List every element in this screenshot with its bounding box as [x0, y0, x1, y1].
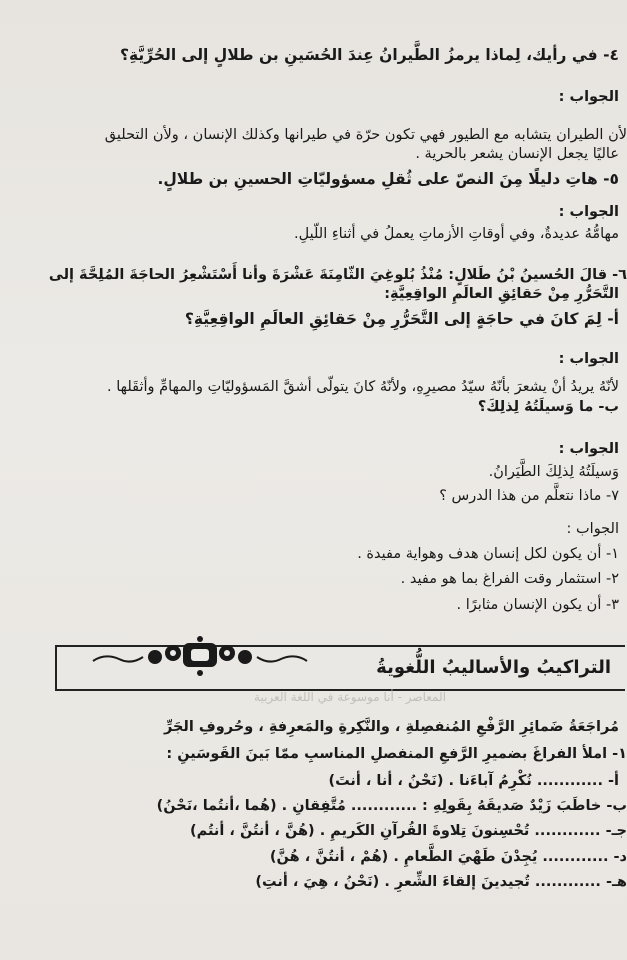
exercise-item-d: د- ............ يُجِدْنَ طَهْيَ الطَّعامِ . (هُمْ ، أنتُنَّ ، هُنَّ): [269, 849, 627, 865]
question-6-continued: التَّحَرُّرِ مِنْ حَقائِقِ العالَمِ الواقِعِيَّةِ:: [384, 286, 619, 302]
watermark-stamp: المعاصر - أنا موسوعة في اللغة العربية: [254, 690, 446, 704]
answer-label: الجواب :: [566, 521, 619, 537]
question-4: ٤- في رأيك، لِماذا يرمزُ الطَّيرانُ عِندَ الحُسَينِ بن طلالٍ إلى الحُرِّيَّةِ؟: [120, 46, 619, 64]
lesson-point-3: ٣- أن يكون الإنسان مثابرًا .: [456, 597, 619, 613]
exercise-item-b: ب- خاطَبَ زَيْدٌ صَديقَهُ بِقَولِهِ : ............ مُتَّفِقانِ . (هُما ،أنتُما ،نَحْنُ): [156, 798, 627, 814]
answer-label: الجواب :: [558, 204, 619, 220]
answer-label: الجواب :: [558, 89, 619, 105]
question-7: ٧- ماذا نتعلَّم من هذا الدرس ؟: [439, 488, 619, 504]
exercise-item-c: جـ- ............ تُحْسِنونَ تِلاوةَ القُرآنِ الكَريمِ . (هُنَّ ، أنتُنَّ ، أنتُم): [190, 823, 627, 839]
answer-text: عاليًا يجعل الإنسان يشعر بالحرية .: [415, 146, 619, 162]
section-heading-box: [55, 645, 625, 691]
lesson-point-1: ١- أن يكون لكل إنسان هدف وهواية مفيدة .: [357, 546, 619, 562]
section-title: التراكيبُ والأساليبُ اللُّغويةُ: [376, 657, 611, 678]
answer-text: مهامُّهُ عديدةٌ، وفي أوقاتِ الأزماتِ يعملُ في أثناءِ اللّيلِ.: [294, 226, 619, 242]
decorative-ornament-icon: [85, 635, 315, 679]
answer-text: لأن الطيران يتشابه مع الطيور فهي تكون حرّة في طيرانها وكذلك الإنسان ، ولأن التحليق: [104, 127, 627, 143]
question-6: ٦- قالَ الحُسينُ بْنُ طَلالٍ: مُنْذُ بُلوغِيَ الثّامِنَةَ عَشْرَةَ وأنا أَسْتَشْعِرُ الحاجَةَ المُلِحَّةَ إلى: [48, 267, 627, 283]
answer-text: لأنّهُ يريدُ أنْ يشعرَ بأنّهُ سيّدُ مصيرِهِ، ولأنّهُ كانَ يتولّى أشقَّ المَسؤوليّاتِ والمهامِّ وأثقَلها .: [107, 379, 619, 395]
exercise-1-instruction: ١- املأ الفراغَ بضميرِ الرَّفعِ المنفصلِ المناسبِ ممّا بَينَ القَوسَينِ :: [166, 746, 627, 762]
lesson-point-2: ٢- استثمار وقت الفراغ بما هو مفيد .: [400, 571, 619, 587]
answer-label: الجواب :: [558, 351, 619, 367]
question-6b: ب- ما وَسيلَتُهُ لِذلِكَ؟: [477, 399, 619, 415]
answer-text: وَسيلَتُهُ لِذلِكَ الطَّيَرانُ.: [488, 464, 619, 480]
exercise-item-e: هـ- ............ تُجيدينَ إلقاءَ الشِّعرِ . (نَحْنُ ، هِيَ ، أنتِ): [255, 874, 627, 890]
question-5: ٥- هاتِ دليلًا مِنَ النصّ على ثُقلِ مسؤوليّاتِ الحسينِ بن طلالٍ.: [157, 170, 619, 188]
grammar-review-title: مُراجَعَةُ ضَمائِرِ الرَّفْعِ المُنفصِلةِ ، والنَّكِرةِ والمَعرِفةِ ، وحُروفِ الجَرِّ: [163, 719, 619, 735]
exercise-item-a: أ- ............ نُكْرِمُ آباءَنا . (نَحْنُ ، أنا ، أنتَ): [328, 773, 619, 789]
question-6a: أ- لِمَ كانَ في حاجَةٍ إلى التَّحَرُّرِ مِنْ حَقائِقِ العالَمِ الواقِعِيَّةِ؟: [184, 310, 619, 328]
answer-label: الجواب :: [558, 441, 619, 457]
